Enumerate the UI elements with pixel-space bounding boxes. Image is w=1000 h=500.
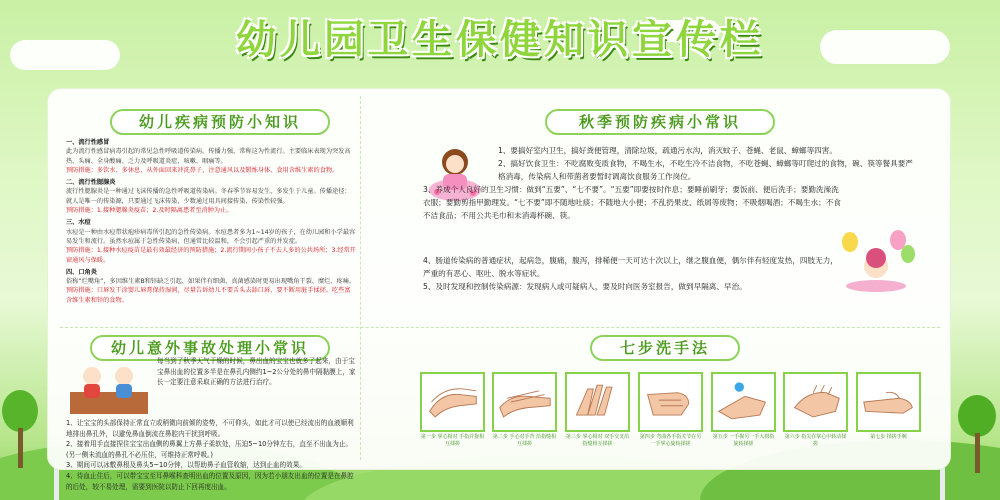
handwash-step-5: [711, 372, 776, 432]
palms-rubbing-icon: [422, 374, 483, 430]
disease-body: 俗称“烂嘴角”，多因维生素B和锌缺乏引起，如果伴有细菌、真菌感染时更易出现嘴角干裂、糜烂、疼痛。: [66, 278, 356, 286]
section-divider: [60, 327, 940, 328]
autumn-paragraph: 1、要搞好室内卫生，搞好粪便管理，清除垃圾，疏通污水沟，消灭蚊子、苍蝇、老鼠、蟑螂等四害。: [498, 146, 837, 155]
disease-prevention: 预防措施：口唇发干涂婴儿唇膏保持湿润，尽量告诉幼儿不要舌头去舔口唇，要不断用脏手揉搓。吃些富含维生素和锌的食物。: [66, 287, 351, 304]
handwash-section-title: 七步洗手法: [590, 335, 740, 361]
accident-section-title: 幼儿意外事故处理小常识: [90, 335, 330, 361]
autumn-content-lower: [423, 254, 838, 293]
handwash-step-label: 第五步 一手握另一手大拇指旋转揉搓: [712, 434, 775, 447]
backhand-rubbing-icon: [494, 374, 555, 430]
disease-body: 此为流行性感冒病毒引起的常见急性呼吸道传染病。传播力强，常称这为性流行。主要临床表现为突发高热、头痛、全身酸痛、乏力及呼吸道炎症，咳嗽、咽痛等。: [66, 148, 351, 165]
handwash-step-label: 第六步 指尖在掌心中转动揉搓: [784, 434, 847, 447]
autumn-paragraph: 2、搞好饮食卫生：不吃腐败变质食物，不喝生水，不吃生冷不洁食物，不吃苍蝇、蟑螂等叮爬过的食物，碗、筷等餐具要严格消毒，传染病人和带菌者要暂时调离饮食服务工作岗位。: [498, 159, 913, 181]
disease-prevention: 预防措施：1.接种腮腺炎疫苗；2.及时隔离患者至消肿为止。: [66, 207, 233, 215]
thumb-rotate-icon: [713, 374, 774, 430]
disease-body: 水痘是一种由水痘带状疱疹病毒所引起的急性传染病。水痘患者多为1~14岁的孩子，在幼儿园和小学最容易发生和流行。虽然水痘属于急性传染病，但通常比较温和，不会引起严重的并发症。: [66, 228, 356, 245]
accident-step: 2、接着用手直接捏住宝宝出血侧的鼻翼上方鼻子柔软处，压迫5~10分钟左右，直至不出血为止。(另一侧未流血的鼻孔不必压住，可维持正常呼吸。): [66, 440, 353, 459]
page-title: 幼儿园卫生保健知识宣传栏: [236, 17, 764, 63]
disease-item: [66, 268, 356, 305]
autumn-paragraph: 5、及时发现和控制传染病源：发现病人或可疑病人，要及时向医务室报告，做到早隔离、早治。: [423, 282, 747, 291]
accident-steps: [66, 418, 356, 492]
disease-section-title: 幼儿疾病预防小知识: [110, 109, 330, 135]
autumn-content: [423, 144, 918, 222]
accident-intro-block: [157, 356, 357, 388]
board-leg: [940, 465, 945, 500]
disease-item: [66, 138, 356, 175]
disease-heading: 三、水痘: [66, 219, 91, 227]
handwash-step-label: 第三步 掌心相对 双手交叉沿指缝相互揉搓: [565, 434, 630, 447]
accident-step: 1、让宝宝的头部保持正常直立或稍微向前倾的姿势，不可仰头，如此才可以使已经流出的血液顺利地排出鼻孔外，以避免鼻血倒流在鼻腔内干扰到呼吸。: [66, 419, 354, 438]
disease-heading: 二、流行性腮腺炎: [66, 179, 116, 187]
handwash-step-1: [420, 372, 485, 432]
disease-item: [66, 218, 356, 264]
handwash-step-3: [565, 372, 630, 432]
handwash-step-4: [638, 372, 703, 432]
autumn-section-title: 秋季预防疾病小常识: [545, 109, 775, 135]
disease-heading: 一、流行性感冒: [66, 139, 110, 146]
disease-prevention: 预防措施：多饮水、多休息，从外面回来冲洗鼻子，注意通风以及锻炼身体、食用含维生素的食物。: [66, 166, 339, 174]
accident-step: 3、期间可以冰敷鼻根及鼻头5~10分钟，以帮助鼻子血管收缩，达到止血的效果。: [66, 461, 306, 470]
handwash-step-label: 第一步 掌心相对 手指并拢相互揉搓: [420, 434, 485, 447]
nosebleed-illustration: [70, 362, 148, 414]
handwash-step-2: [492, 372, 557, 432]
handwash-step-label: 第四步 弯曲各手指关节在另一手掌心旋转揉搓: [639, 434, 702, 447]
accident-step: 4、待血止住后，可以带宝宝至耳鼻喉科查明出血的位置及原因，因为若小朋友出血的位置是在鼻腔的后处，较不易处理，需要到医院以防止下回再度出血。: [66, 471, 354, 491]
autumn-paragraph: 3、养成个人良好的卫生习惯：做到“五要”、“七不要”。“五要”即要按时作息；要睡前刷牙；要饭前、便后洗手；要勤洗澡洗衣服；要勤剪指甲勤理发。“七不要”即不随地吐痰；不随地大小便；不乱扔果皮、纸屑等废物；不吸烟喝酒；不喝生水；不食不洁食品；不用公共毛巾和未消毒杯碗、筷。: [423, 185, 841, 220]
disease-heading: 四、口角炎: [66, 268, 97, 276]
wrist-rub-icon: [858, 374, 919, 430]
handwash-step-7: [856, 372, 921, 432]
disease-prevention: 预防措施：1.接种水痘疫苗是最有效最经济的预防措施；2.流行期间小孩子不去人多的公共场所；3.经常开窗通风与保暖。: [66, 247, 356, 264]
handwash-step-label: 第七步 揉搓手腕: [870, 434, 907, 440]
handwash-step-6: [783, 372, 848, 432]
handwash-step-label: 第二步 手心对手背 沿指缝相互揉搓: [492, 434, 557, 447]
interlace-fingers-icon: [567, 374, 628, 430]
disease-body: 流行性腮腺炎是一种通过飞沫传播的急性呼吸道传染病。冬春季节容易发生，多发生于儿童。传播途径：就人是唯一的传染源，只要通过飞沫传染，少数通过用具间接传染、传染性较强。: [66, 188, 351, 205]
fingertip-rub-icon: [785, 374, 846, 430]
children-balloons-illustration: [838, 228, 916, 292]
section-divider: [360, 96, 361, 460]
board-leg: [54, 465, 59, 500]
autumn-paragraph: 4、肠道传染病的普通症状，起病急，腹痛，腹泻，排稀便一天可达十次以上，继之腹血便，偶尔伴有轻度发热，四肢无力，严重的有恶心、呕吐、脱水等症状。: [423, 256, 838, 278]
accident-intro: 每当到了秋季天气干燥的时候，鼻出血的宝宝也就多了起来，由于宝宝鼻出血的位置多半是在鼻孔内侧约1~2公分处的鼻中隔黏膜上，家长一定要注意采取正确的方法进行治疗。: [157, 357, 356, 387]
disease-item: [66, 178, 356, 215]
finger-joint-icon: [640, 374, 701, 430]
disease-content: [66, 138, 356, 305]
